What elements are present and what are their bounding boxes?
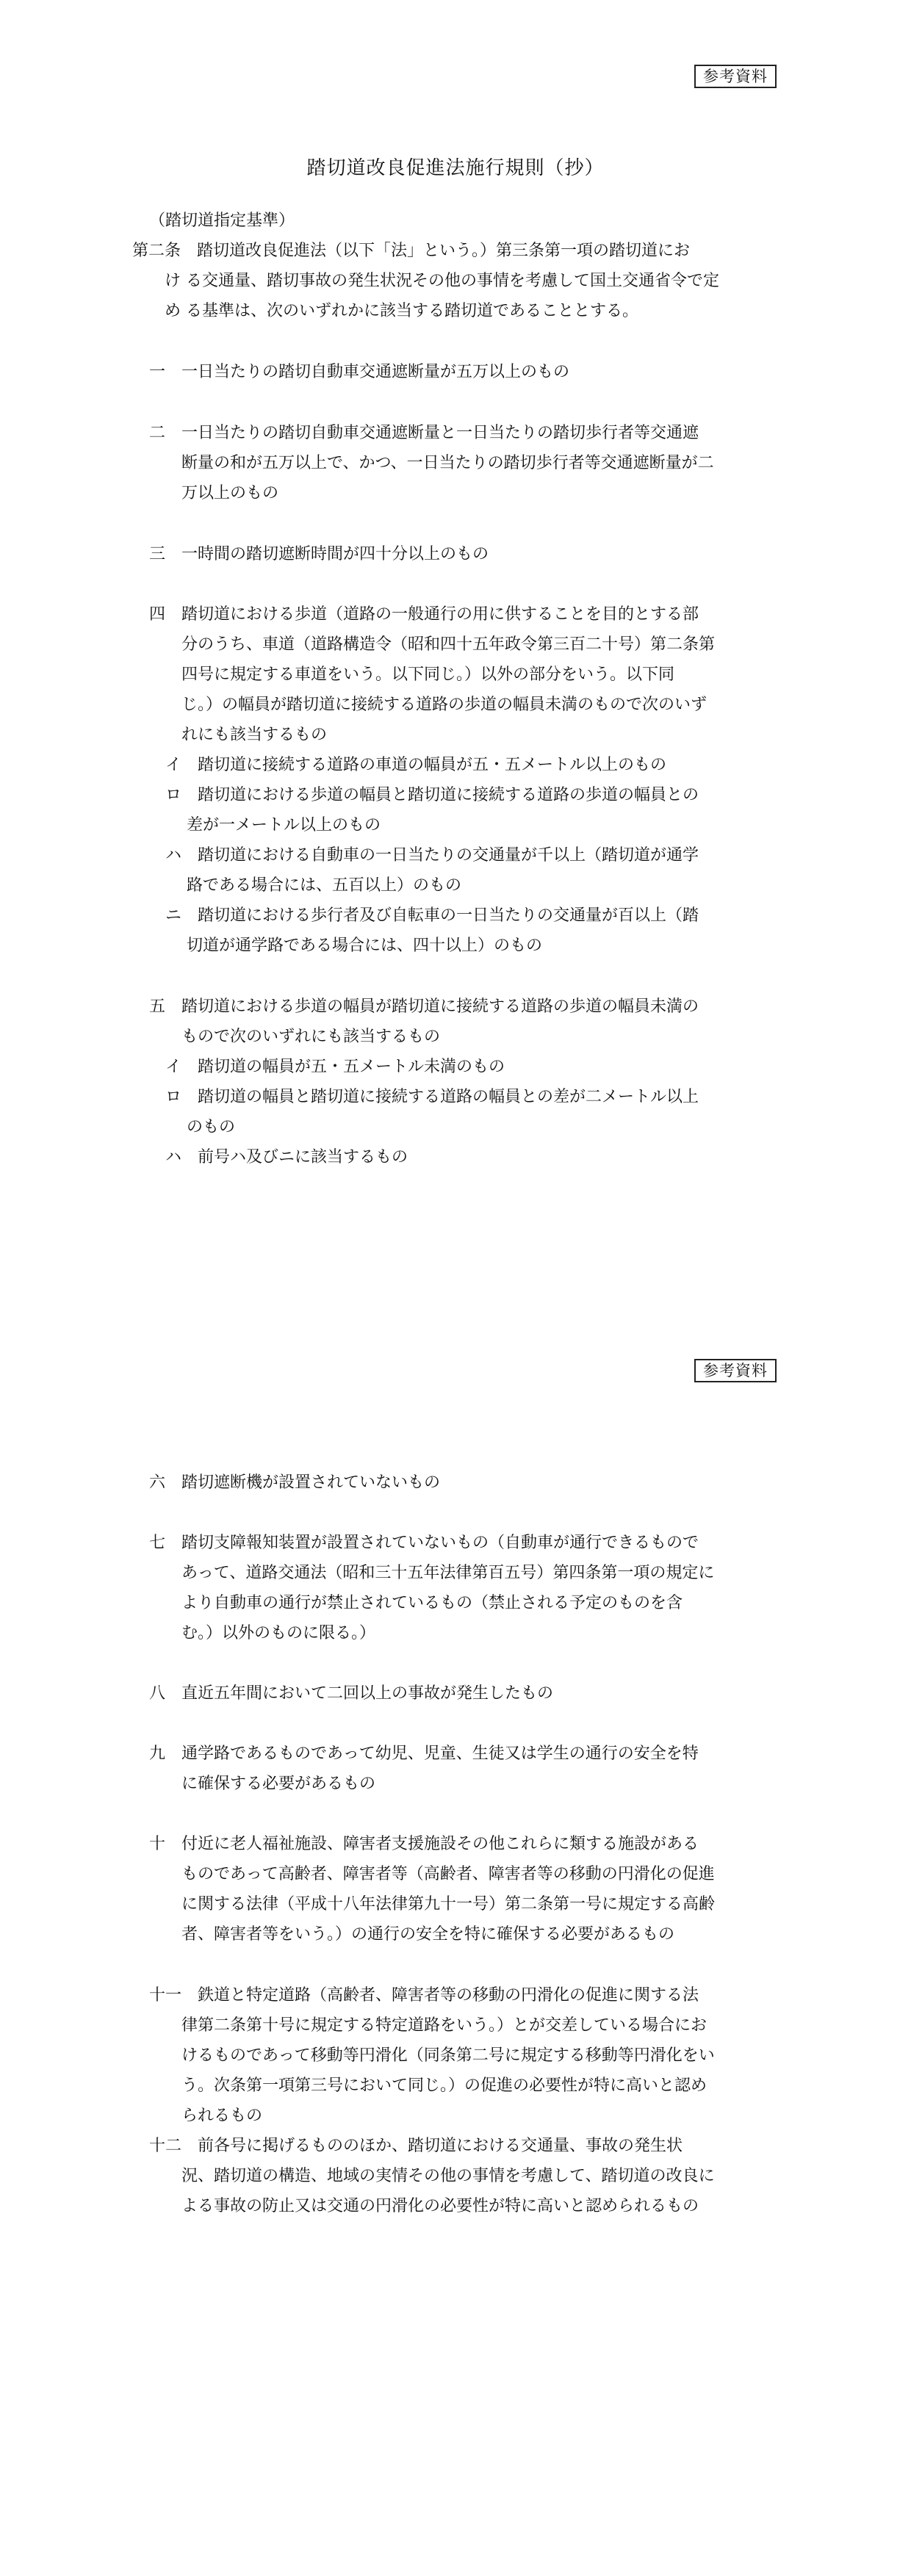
- reference-material-label: 参考資料: [694, 65, 777, 88]
- criterion-item-7: 七 踏切支障報知装置が設置されていないもの（自動車が通行できるもので あって、道路交通法（昭和三十五年法律第百五号）第四条第一項の規定に より自動車の通行が禁止されているもの（禁止される予定のものを含 む。）以外のものに限る。）: [149, 1534, 715, 1642]
- criterion-item-1: 一 一日当たりの踏切自動車交通遮断量が五万以上のもの: [149, 363, 570, 381]
- document-title: 踏切道改良促進法施行規則（抄）: [306, 157, 605, 179]
- criterion-item-2: 二 一日当たりの踏切自動車交通遮断量と一日当たりの踏切歩行者等交通遮 断量の和が五万以上で、かつ、一日当たりの踏切歩行者等交通遮断量が二 万以上のもの: [149, 424, 714, 502]
- article-caption: （踏切道指定基準）: [149, 212, 295, 230]
- reference-material-label: 参考資料: [694, 1359, 777, 1382]
- page-2: [0, 1288, 911, 2576]
- criterion-item-6: 六 踏切遮断機が設置されていないもの: [149, 1473, 441, 1492]
- criterion-item-5: 五 踏切道における歩道の幅員が踏切道に接続する道路の歩道の幅員未満の もので次のいずれにも該当するもの イ 踏切道の幅員が五・五メートル未満のもの ロ 踏切道の幅員と踏切道に接続する道路の幅員との差が二メートル以上 のもの ハ 前号ハ及びニに該当するもの: [149, 997, 699, 1166]
- criterion-item-9: 九 通学路であるものであって幼児、児童、生徒又は学生の通行の安全を特 に確保する必要があるもの: [149, 1745, 699, 1793]
- criterion-item-8: 八 直近五年間において二回以上の事故が発生したもの: [149, 1684, 554, 1703]
- criterion-item-10: 十 付近に老人福祉施設、障害者支援施設その他これらに類する施設がある ものであって高齢者、障害者等（高齢者、障害者等の移動の円滑化の促進 に関する法律（平成十八年法律第九十一号）第二条第一号に規定する高齢 者、障害者等をいう。）の通行の安全を特に確保する必要があるもの: [149, 1835, 716, 1944]
- criterion-item-4: 四 踏切道における歩道（道路の一般通行の用に供することを目的とする部 分のうち、車道（道路構造令（昭和四十五年政令第三百二十号）第二条第 四号に規定する車道をいう。以下同じ。）以外の部分をいう。以下同 じ。）の幅員が踏切道に接続する道路の歩道の幅員未満のもので次のいず れにも該当するもの イ 踏切道に接続する道路の車道の幅員が五・五メートル以上のもの ロ 踏切道における歩道の幅員と踏切道に接続する道路の歩道の幅員との 差が一メートル以上のもの ハ 踏切道における自動車の一日当たりの交通量が千以上（踏切道が通学 路である場合には、五百以上）のもの ニ 踏切道における歩行者及び自転車の一日当たりの交通量が百以上（踏 切道が通学路である場合には、四十以上）のもの: [149, 605, 716, 955]
- criterion-item-11: 十一 鉄道と特定道路（高齢者、障害者等の移動の円滑化の促進に関する法 律第二条第十号に規定する特定道路をいう。）とが交差している場合にお けるものであって移動等円滑化（同条第二号に規定する移動等円滑化をい う。次条第一項第三号において同じ。）の促進の必要性が特に高いと認め られるもの: [149, 1986, 715, 2125]
- criterion-item-12: 十二 前各号に掲げるもののほか、踏切道における交通量、事故の発生状 況、踏切道の構造、地域の実情その他の事情を考慮して、踏切道の改良に よる事故の防止又は交通の円滑化の必要性が特に高いと認められるもの: [149, 2137, 715, 2215]
- criterion-item-3: 三 一時間の踏切遮断時間が四十分以上のもの: [149, 545, 489, 563]
- article-body: 第二条 踏切道改良促進法（以下「法」という。）第三条第一項の踏切道にお け る交通量、踏切事故の発生状況その他の事情を考慮して国土交通省令で定 め る基準は、次のいずれかに該当する踏切道であることとする。: [132, 242, 719, 320]
